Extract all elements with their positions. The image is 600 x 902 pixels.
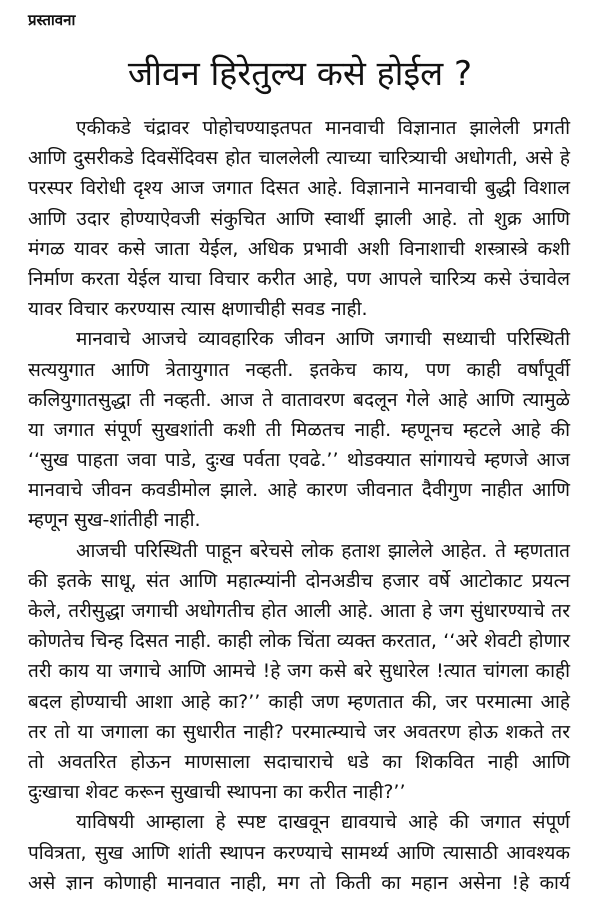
paragraph <box>28 324 570 535</box>
text-line: बदल होण्याची आशा आहे का?’’ काही जण म्हणतात की, जर परमात्मा आहे <box>28 690 570 713</box>
section-label: प्रस्तावना <box>28 11 76 29</box>
body-text <box>28 113 570 898</box>
text-line: तरी काय या जगाचे आणि आमचे !हे जग कसे बरे सुधारेल !त्यात चांगला काही <box>28 660 570 683</box>
paragraph <box>28 536 570 808</box>
text-line: आणि दुसरीकडे दिवसेंदिवस होत चाललेली त्याच्या चारित्र्याची अधोगती, असे हे <box>28 147 570 170</box>
text-line: दुःखाचा शेवट करून सुखाची स्थापना का करीत नाही?’’ <box>28 781 406 804</box>
text-line: परस्पर विरोधी दृश्य आज जगात दिसत आहे. विज्ञानाने मानवाची बुद्धी विशाल <box>28 177 570 200</box>
text-line: यावर विचार करण्यास त्यास क्षणाचीही सवड नाही. <box>28 298 368 321</box>
text-line: मंगळ यावर कसे जाता येईल, अधिक प्रभावी अशी विनाशाची शस्त्रास्त्रे कशी <box>28 237 570 260</box>
text-line: पवित्रता, सुख आणि शांती स्थापन करण्याचे सामर्थ्य आणि त्यासाठी आवश्यक <box>28 841 570 864</box>
text-line: सत्ययुगात आणि त्रेतायुगात नव्हती. इतकेच काय, पण काही वर्षांपूर्वी <box>28 358 570 381</box>
text-line: असे ज्ञान कोणाही मानवात नाही, मग तो किती का महान असेना !हे कार्य <box>28 871 570 894</box>
paragraph <box>28 807 570 898</box>
paragraph <box>28 113 570 324</box>
text-line: की इतके साधू, संत आणि महात्म्यांनी दोनअडीच हजार वर्षे आटोकाट प्रयत्न <box>28 569 570 592</box>
text-line: कलियुगातसुद्धा ती नव्हती. आज ते वातावरण बदलून गेले आहे आणि त्यामुळे <box>28 388 570 411</box>
text-line: ‘‘सुख पाहता जवा पाडे, दुःख पर्वता एवढे.’’ थोडक्यात सांगायचे म्हणजे आज <box>28 449 570 472</box>
text-line: मानवाचे आजचे व्यावहारिक जीवन आणि जगाची सध्याची परिस्थिती <box>76 328 570 351</box>
text-line: एकीकडे चंद्रावर पोहोचण्याइतपत मानवाची विज्ञानात झालेली प्रगती <box>76 117 570 139</box>
text-line: मानवाचे जीवन कवडीमोल झाले. आहे कारण जीवनात दैवीगुण नाहीत आणि <box>28 479 570 502</box>
text-line: कोणतेच चिन्ह दिसत नाही. काही लोक चिंता व्यक्त करतात, ‘‘अरे शेवटी होणार <box>28 630 570 653</box>
text-line: केले, तरीसुद्धा जगाची अधोगतीच होत आली आहे. आता हे जग सुंधारण्याचे तर <box>28 600 570 622</box>
text-line: तर तो या जगाला का सुधारीत नाही? परमात्म्याचे जर अवतरण होऊ शकते तर <box>28 720 570 743</box>
text-line: आजची परिस्थिती पाहून बरेचसे लोक हताश झालेले आहेत. ते म्हणतात <box>76 539 570 562</box>
page-title: जीवन हिरेतुल्य कसे होईल ? <box>127 54 473 94</box>
text-line: म्हणून सुख-शांतीही नाही. <box>28 509 201 532</box>
text-line: याविषयी आम्हाला हे स्पष्ट दाखवून द्यावयाचे आहे की जगात संपूर्ण <box>76 811 570 834</box>
text-line: आणि उदार होण्याऐवजी संकुचित आणि स्वार्थी झाली आहे. तो शुक्र आणि <box>28 207 570 230</box>
text-line: या जगात संपूर्ण सुखशांती कशी ती मिळतच नाही. म्हणूनच म्हटले आहे की <box>28 418 570 441</box>
text-line: निर्माण करता येईल याचा विचार करीत आहे, पण आपले चारित्र्य कसे उंचावेल <box>28 267 570 290</box>
text-line: तो अवतरित होऊन माणसाला सदाचाराचे धडे का शिकवित नाही आणि <box>28 750 570 773</box>
